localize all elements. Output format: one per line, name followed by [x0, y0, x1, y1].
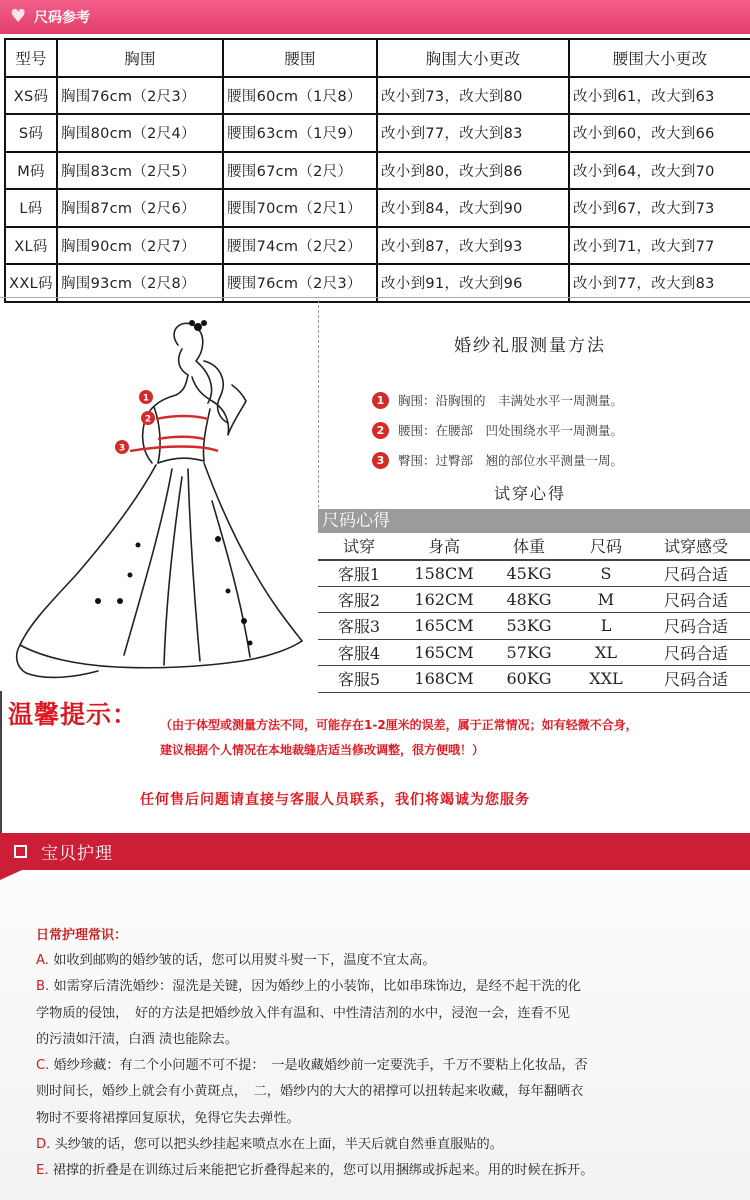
feeling-cell: 尺码合适 — [642, 639, 750, 666]
care-bar-ribbon — [0, 870, 22, 880]
care-subtitle: 日常护理常识： — [36, 928, 128, 943]
care-title: 宝贝护理 — [41, 844, 113, 864]
table-row — [5, 189, 750, 227]
care-line — [36, 1132, 726, 1158]
size-cell: XL — [570, 639, 642, 666]
tester-cell: 客服5 — [318, 666, 400, 693]
header-title: 尺码参考 — [34, 10, 90, 26]
weight-cell: 57KG — [488, 639, 570, 666]
tester-cell: 客服3 — [318, 613, 400, 640]
measure-item-waist — [372, 415, 742, 445]
care-letter: E. — [36, 1163, 49, 1179]
care-letter: A. — [36, 953, 49, 968]
tester-cell: 客服2 — [318, 586, 400, 613]
table-row — [318, 613, 750, 640]
feeling-cell: 尺码合适 — [642, 586, 750, 613]
care-line — [36, 1079, 726, 1105]
waist-cell: 腰围63cm（1尺9） — [223, 114, 377, 152]
care-header-bar — [0, 833, 750, 870]
size-cell: S码 — [5, 114, 57, 152]
care-line — [36, 1027, 726, 1053]
bust-alter-cell: 改小到80，改大到86 — [377, 152, 569, 190]
size-cell: L — [570, 613, 642, 640]
warm-tips-section — [0, 691, 750, 833]
waist-alter-cell: 改小到64，改大到70 — [569, 152, 750, 190]
col-header: 身高 — [400, 533, 488, 560]
fit-table-header-row — [318, 533, 750, 560]
table-row — [5, 77, 750, 115]
care-line — [36, 948, 726, 974]
bust-alter-cell: 改小到91，改大到96 — [377, 264, 569, 302]
measure-item-hip — [372, 445, 742, 475]
care-line — [36, 1053, 726, 1079]
bust-cell: 胸围80cm（2尺4） — [57, 114, 223, 152]
col-header: 体重 — [488, 533, 570, 560]
waist-alter-cell: 改小到60，改大到66 — [569, 114, 750, 152]
fit-table — [318, 533, 750, 693]
care-instructions — [36, 948, 726, 1185]
care-text: 如收到邮购的婚纱皱的话，您可以用熨斗熨一下，温度不宜太高。 — [53, 953, 436, 968]
size-cell: XL码 — [5, 227, 57, 265]
size-cell: M — [570, 586, 642, 613]
size-cell: S — [570, 560, 642, 587]
col-header: 型号 — [5, 39, 57, 77]
care-line — [36, 1158, 726, 1184]
col-header: 试穿感受 — [642, 533, 750, 560]
tips-line: （由于体型或测量方法不同，可能存在1-2厘米的误差，属于正常情况；如有轻微不合身， — [160, 718, 638, 732]
size-cell: L码 — [5, 189, 57, 227]
table-row — [318, 639, 750, 666]
svg-text:2: 2 — [144, 414, 152, 425]
bust-cell: 胸围83cm（2尺5） — [57, 152, 223, 190]
care-text: 头纱皱的话，您可以把头纱挂起来喷点水在上面，半天后就自然垂直服贴的。 — [54, 1137, 503, 1153]
bust-cell: 胸围90cm（2尺7） — [57, 227, 223, 265]
bust-cell: 胸围93cm（2尺8） — [57, 264, 223, 302]
care-text: 学物质的侵蚀， 好的方法是把婚纱放入伴有温和、中性清洁剂的水中，浸泡一会，连看不见 — [36, 1005, 571, 1021]
height-cell: 168CM — [400, 666, 488, 693]
size-cell: M码 — [5, 152, 57, 190]
bust-alter-cell: 改小到73，改大到80 — [377, 77, 569, 115]
care-text: 则时间长，婚纱上就会有小黄斑点， 二，婚纱内的大大的裙撑可以扭转起来收藏，每年翻晒衣 — [36, 1084, 584, 1100]
weight-cell: 45KG — [488, 560, 570, 587]
care-letter: C. — [36, 1058, 50, 1074]
tester-cell: 客服4 — [318, 639, 400, 666]
size-reference-header — [0, 0, 750, 34]
step-number-badge: 2 — [372, 422, 389, 439]
waist-cell: 腰围60cm（1尺8） — [223, 77, 377, 115]
bust-alter-cell: 改小到87，改大到93 — [377, 227, 569, 265]
step-number-badge: 1 — [372, 392, 389, 409]
svg-text:3: 3 — [118, 443, 126, 454]
col-header: 胸围 — [57, 39, 223, 77]
tester-cell: 客服1 — [318, 560, 400, 587]
height-cell: 158CM — [400, 560, 488, 587]
heart-icon: ♥ — [10, 6, 27, 27]
bust-cell: 胸围87cm（2尺6） — [57, 189, 223, 227]
size-cell: XS码 — [5, 77, 57, 115]
feeling-cell: 尺码合适 — [642, 666, 750, 693]
waist-alter-cell: 改小到67，改大到73 — [569, 189, 750, 227]
bust-cell: 胸围76cm（2尺3） — [57, 77, 223, 115]
size-table — [4, 38, 750, 303]
svg-text:1: 1 — [142, 393, 150, 404]
height-cell: 162CM — [400, 586, 488, 613]
weight-cell: 53KG — [488, 613, 570, 640]
table-row — [5, 114, 750, 152]
waist-alter-cell: 改小到61，改大到63 — [569, 77, 750, 115]
care-letter: D. — [36, 1137, 51, 1153]
care-line — [36, 1001, 726, 1027]
height-cell: 165CM — [400, 613, 488, 640]
waist-cell: 腰围74cm（2尺2） — [223, 227, 377, 265]
waist-cell: 腰围67cm（2尺） — [223, 152, 377, 190]
table-row — [318, 586, 750, 613]
care-text: 的污渍如汗渍，白酒 渍也能除去。 — [36, 1031, 239, 1047]
table-row — [5, 227, 750, 265]
table-row — [5, 152, 750, 190]
feeling-cell: 尺码合适 — [642, 560, 750, 587]
height-cell: 165CM — [400, 639, 488, 666]
table-row — [318, 560, 750, 587]
measure-item-text: 腰围：在腰部 凹处围绕水平一周测量。 — [398, 423, 624, 438]
size-table-header-row — [5, 39, 750, 77]
measure-item-text: 臀围：过臀部 翘的部位水平测量一周。 — [398, 453, 624, 468]
tips-line: 建议根据个人情况在本地裁缝店适当修改调整，很方便哦！） — [160, 743, 485, 757]
size-cell: XXL — [570, 666, 642, 693]
care-text: 如需穿后清洗婚纱：湿洗是关键，因为婚纱上的小装饰，比如串珠饰边，是经不起干洗的化 — [53, 979, 581, 995]
table-row — [5, 264, 750, 302]
measure-title: 婚纱礼服测量方法 — [454, 336, 606, 356]
size-cell: XXL码 — [5, 264, 57, 302]
step-number-badge: 3 — [372, 452, 389, 469]
square-icon — [14, 845, 27, 858]
waist-cell: 腰围70cm（2尺1） — [223, 189, 377, 227]
table-row — [318, 666, 750, 693]
col-header: 腰围大小更改 — [569, 39, 750, 77]
waist-alter-cell: 改小到77，改大到83 — [569, 264, 750, 302]
trial-title: 试穿心得 — [493, 484, 566, 503]
care-text: 裙撑的折叠是在训练过后来能把它折叠得起来的，您可以用捆绑或拆起来。用的时候在拆开。 — [52, 1163, 594, 1179]
measure-item-text: 胸围：沿胸围的 丰满处水平一周测量。 — [398, 393, 624, 408]
waist-alter-cell: 改小到71，改大到77 — [569, 227, 750, 265]
care-letter: B. — [36, 979, 50, 995]
panel-divider — [318, 300, 319, 508]
weight-cell: 60KG — [488, 666, 570, 693]
feeling-cell: 尺码合适 — [642, 613, 750, 640]
care-text: 婚纱珍藏：有二个小问题不可不提： 一是收藏婚纱前一定要洗手，千万不要粘上化妆品，否 — [53, 1058, 588, 1074]
measure-list — [372, 385, 742, 475]
col-header: 腰围 — [223, 39, 377, 77]
bust-alter-cell: 改小到84，改大到90 — [377, 189, 569, 227]
care-text: 物时不要将裙撑回复原状，免得它失去弹性。 — [36, 1110, 300, 1126]
col-header: 试穿 — [318, 533, 400, 560]
col-header: 胸围大小更改 — [377, 39, 569, 77]
wedding-dress-figure — [6, 305, 316, 685]
tips-text — [160, 713, 745, 763]
care-line — [36, 1106, 726, 1132]
waist-cell: 腰围76cm（2尺3） — [223, 264, 377, 302]
fit-experience-bar: 尺码心得 — [318, 509, 750, 533]
col-header: 尺码 — [570, 533, 642, 560]
measure-item-bust — [372, 385, 742, 415]
weight-cell: 48KG — [488, 586, 570, 613]
after-sales-note: 任何售后问题请直接与客服人员联系，我们将竭诚为您服务 — [140, 792, 530, 808]
tips-title: 温馨提示： — [8, 700, 139, 729]
care-line — [36, 974, 726, 1000]
bust-alter-cell: 改小到77，改大到83 — [377, 114, 569, 152]
